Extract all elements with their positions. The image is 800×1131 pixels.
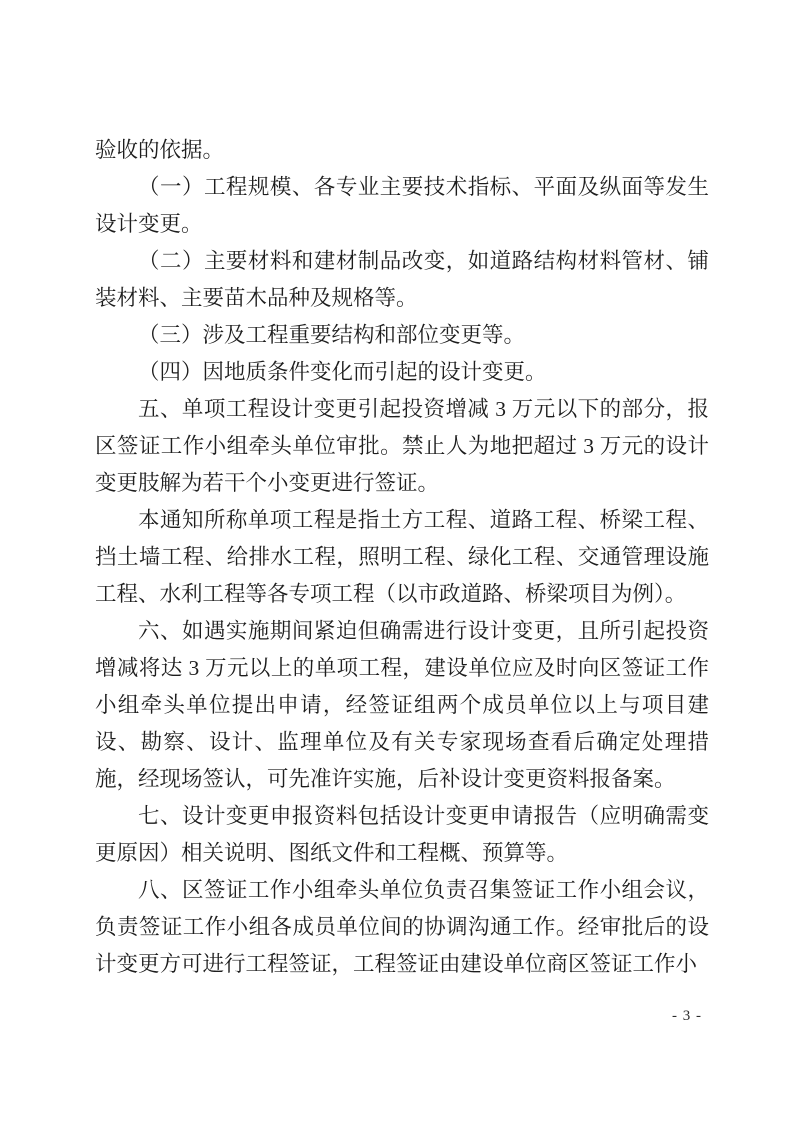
- paragraph: （二）主要材料和建材制品改变，如道路结构材料管材、铺装材料、主要苗木品种及规格等。: [95, 249, 709, 310]
- paragraph: 验收的依据。: [95, 138, 225, 162]
- paragraph: 六、如遇实施期间紧迫但确需进行设计变更，且所引起投资增减将达 3 万元以上的单项工程，建设单位应及时向区签证工作小组牵头单位提出申请，经签证组两个成员单位以上与项目建设、勘察、设计、监理单位及有关专家现场查看后确定处理措施，经现场签认，可先准许实施，后补设计变更资料报备案。: [95, 619, 709, 791]
- paragraph: 七、设计变更申报资料包括设计变更申请报告（应明确需变更原因）相关说明、图纸文件和工程概、预算等。: [95, 804, 709, 865]
- page-number: - 3 -: [672, 1008, 702, 1024]
- paragraph: （三）涉及工程重要结构和部位变更等。: [138, 323, 526, 347]
- document-body: [95, 132, 709, 983]
- paragraph: （一）工程规模、各专业主要技术指标、平面及纵面等发生设计变更。: [95, 175, 709, 236]
- paragraph: 本通知所称单项工程是指土方工程、道路工程、桥梁工程、挡土墙工程、给排水工程，照明工程、绿化工程、交通管理设施工程、水利工程等各专项工程（以市政道路、桥梁项目为例）。: [95, 508, 709, 606]
- paragraph: 五、单项工程设计变更引起投资增减 3 万元以下的部分，报区签证工作小组牵头单位审批。禁止人为地把超过 3 万元的设计变更肢解为若干个小变更进行签证。: [95, 397, 709, 495]
- paragraph: 八、区签证工作小组牵头单位负责召集签证工作小组会议，负责签证工作小组各成员单位间的协调沟通工作。经审批后的设计变更方可进行工程签证，工程签证由建设单位商区签证工作小: [95, 878, 709, 976]
- paragraph: （四）因地质条件变化而引起的设计变更。: [138, 360, 547, 384]
